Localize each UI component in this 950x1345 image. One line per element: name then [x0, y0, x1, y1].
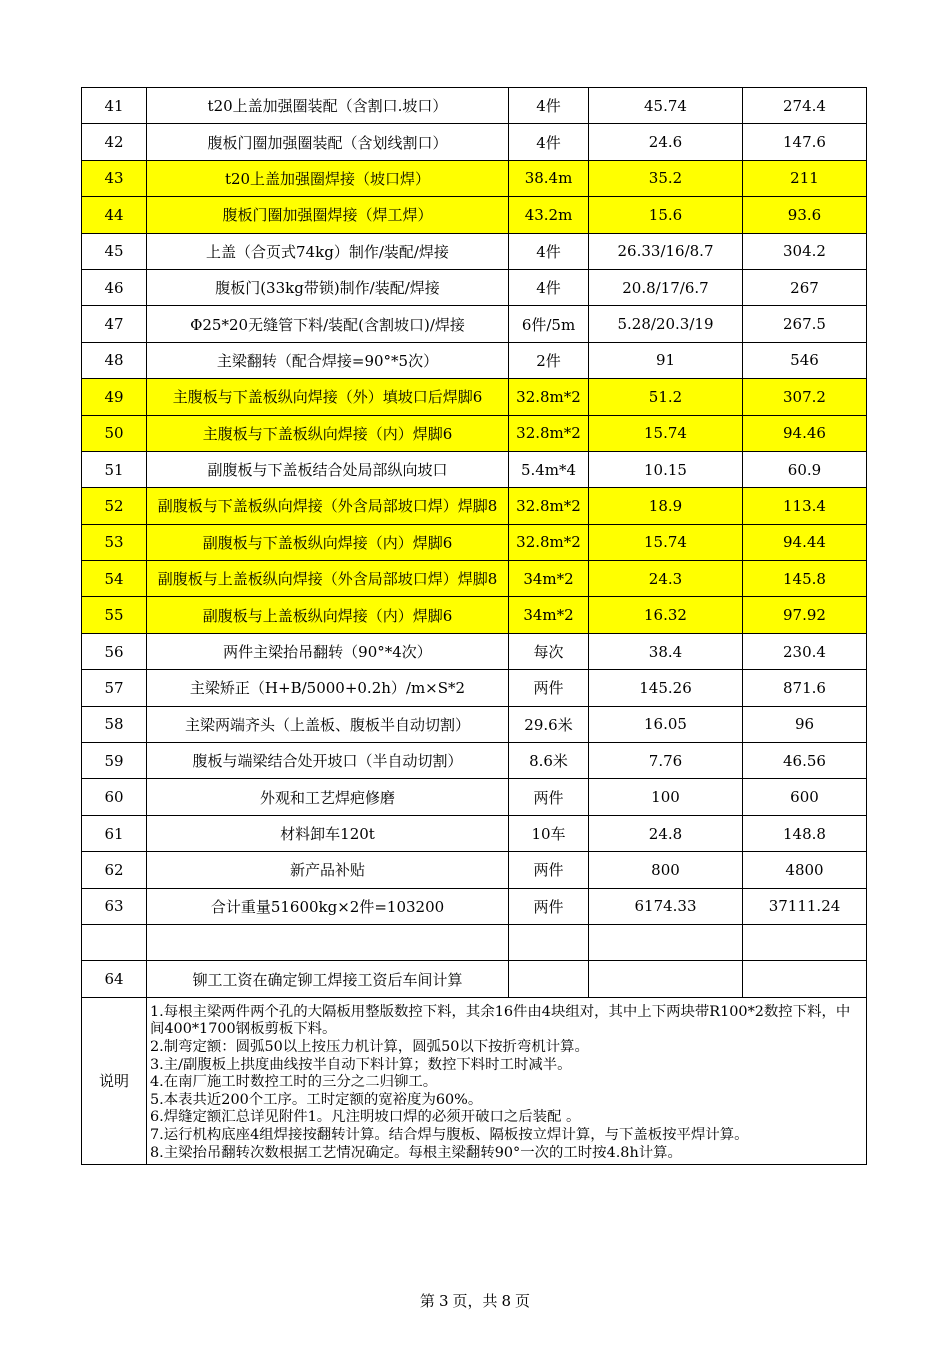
unit-hours-cell: 38.4: [589, 633, 743, 669]
total-hours-cell: 94.44: [743, 524, 867, 560]
table-row: [82, 488, 867, 524]
note-line: 7.运行机构底座4组焊接按翻转计算。结合焊与腹板、隔板按立焊计算，与下盖板按平焊计算。: [150, 1126, 749, 1143]
table-row: [82, 633, 867, 669]
quantity-cell: 32.8m*2: [509, 415, 589, 451]
table-row: [82, 306, 867, 342]
notes-label: 说明: [82, 997, 147, 1164]
row-number-cell: 48: [82, 342, 147, 378]
unit-hours-cell: 18.9: [589, 488, 743, 524]
row-number-cell: 53: [82, 524, 147, 560]
quantity-cell: [509, 961, 589, 997]
table-row: [82, 961, 867, 997]
quantity-cell: 34m*2: [509, 561, 589, 597]
total-hours-cell: [743, 961, 867, 997]
table-row: [82, 124, 867, 160]
unit-hours-cell: 7.76: [589, 743, 743, 779]
process-item-cell: 新产品补贴: [147, 852, 509, 888]
unit-hours-cell: 35.2: [589, 160, 743, 196]
quantity-cell: 34m*2: [509, 597, 589, 633]
table-row: [82, 379, 867, 415]
note-line: 6.焊缝定额汇总详见附件1。凡注明坡口焊的必须开破口之后装配 。: [150, 1109, 581, 1126]
table-row: [82, 924, 867, 960]
process-item-cell: 副腹板与下盖板结合处局部纵向坡口: [147, 451, 509, 487]
process-item-cell: 铆工工资在确定铆工焊接工资后车间计算: [147, 961, 509, 997]
table-row: [82, 779, 867, 815]
row-number-cell: 54: [82, 561, 147, 597]
total-hours-cell: 230.4: [743, 633, 867, 669]
quantity-cell: 10车: [509, 815, 589, 851]
total-hours-cell: 4800: [743, 852, 867, 888]
row-number-cell: 60: [82, 779, 147, 815]
quantity-cell: 两件: [509, 888, 589, 924]
total-hours-cell: [743, 924, 867, 960]
footer-total-pages: 8: [501, 1292, 512, 1310]
table-row: [82, 561, 867, 597]
process-item-cell: 主梁矫正（H+B/5000+0.2h）/m×S*2: [147, 670, 509, 706]
unit-hours-cell: 24.3: [589, 561, 743, 597]
total-hours-cell: 304.2: [743, 233, 867, 269]
unit-hours-cell: 15.74: [589, 524, 743, 560]
total-hours-cell: 871.6: [743, 670, 867, 706]
row-number-cell: 59: [82, 743, 147, 779]
total-hours-cell: 93.6: [743, 197, 867, 233]
process-item-cell: 上盖（合页式74kg）制作/装配/焊接: [147, 233, 509, 269]
notes-row: [82, 997, 867, 1164]
unit-hours-cell: 16.32: [589, 597, 743, 633]
table-row: [82, 197, 867, 233]
footer-page-number: 3: [438, 1292, 449, 1310]
total-hours-cell: 147.6: [743, 124, 867, 160]
row-number-cell: 49: [82, 379, 147, 415]
row-number-cell: 61: [82, 815, 147, 851]
table-row: [82, 415, 867, 451]
total-hours-cell: 97.92: [743, 597, 867, 633]
total-hours-cell: 211: [743, 160, 867, 196]
total-hours-cell: 94.46: [743, 415, 867, 451]
unit-hours-cell: 45.74: [589, 88, 743, 124]
footer-prefix: 第: [419, 1292, 435, 1310]
quantity-cell: 两件: [509, 670, 589, 706]
row-number-cell: 58: [82, 706, 147, 742]
unit-hours-cell: 10.15: [589, 451, 743, 487]
unit-hours-cell: 24.8: [589, 815, 743, 851]
process-item-cell: [147, 924, 509, 960]
process-item-cell: t20上盖加强圈焊接（坡口焊）: [147, 160, 509, 196]
table-row: [82, 743, 867, 779]
row-number-cell: 44: [82, 197, 147, 233]
total-hours-cell: 60.9: [743, 451, 867, 487]
quantity-cell: 43.2m: [509, 197, 589, 233]
unit-hours-cell: 16.05: [589, 706, 743, 742]
process-item-cell: 主梁两端齐头（上盖板、腹板半自动切割）: [147, 706, 509, 742]
row-number-cell: 50: [82, 415, 147, 451]
process-item-cell: 副腹板与下盖板纵向焊接（内）焊脚6: [147, 524, 509, 560]
row-number-cell: [82, 924, 147, 960]
quantity-cell: 32.8m*2: [509, 488, 589, 524]
unit-hours-cell: [589, 924, 743, 960]
quantity-cell: 8.6米: [509, 743, 589, 779]
row-number-cell: 64: [82, 961, 147, 997]
row-number-cell: 55: [82, 597, 147, 633]
note-line: 5.本表共近200个工序。工时定额的宽裕度为60%。: [150, 1091, 483, 1108]
row-number-cell: 47: [82, 306, 147, 342]
table-row: [82, 342, 867, 378]
quantity-cell: 5.4m*4: [509, 451, 589, 487]
note-line: 4.在南厂施工时数控工时的三分之二归铆工。: [150, 1074, 438, 1091]
quantity-cell: 6件/5m: [509, 306, 589, 342]
table-row: [82, 706, 867, 742]
unit-hours-cell: 20.8/17/6.7: [589, 269, 743, 305]
process-item-cell: 两件主梁抬吊翻转（90°*4次）: [147, 633, 509, 669]
quantity-cell: 4件: [509, 269, 589, 305]
quantity-cell: 两件: [509, 852, 589, 888]
unit-hours-cell: 91: [589, 342, 743, 378]
note-line: 2.制弯定额：圆弧50以上按压力机计算，圆弧50以下按折弯机计算。: [150, 1038, 589, 1055]
row-number-cell: 46: [82, 269, 147, 305]
row-number-cell: 57: [82, 670, 147, 706]
work-hours-sheet: [81, 87, 866, 1165]
table-row: [82, 160, 867, 196]
table-body: [82, 88, 867, 998]
table-row: [82, 852, 867, 888]
unit-hours-cell: 15.74: [589, 415, 743, 451]
unit-hours-cell: 24.6: [589, 124, 743, 160]
process-item-cell: 腹板门圈加强圈装配（含划线割口）: [147, 124, 509, 160]
total-hours-cell: 267.5: [743, 306, 867, 342]
unit-hours-cell: 145.26: [589, 670, 743, 706]
process-item-cell: 副腹板与下盖板纵向焊接（外含局部坡口焊）焊脚8: [147, 488, 509, 524]
total-hours-cell: 546: [743, 342, 867, 378]
process-item-cell: 副腹板与上盖板纵向焊接（外含局部坡口焊）焊脚8: [147, 561, 509, 597]
total-hours-cell: 307.2: [743, 379, 867, 415]
quantity-cell: 4件: [509, 124, 589, 160]
quantity-cell: [509, 924, 589, 960]
table-row: [82, 233, 867, 269]
total-hours-cell: 600: [743, 779, 867, 815]
notes-content: [147, 997, 867, 1164]
process-item-cell: 腹板门圈加强圈焊接（焊工焊）: [147, 197, 509, 233]
note-line: 8.主梁抬吊翻转次数根据工艺情况确定。每根主梁翻转90°一次的工时按4.8h计算。: [150, 1144, 682, 1161]
unit-hours-cell: 6174.33: [589, 888, 743, 924]
quantity-cell: 32.8m*2: [509, 379, 589, 415]
table-row: [82, 815, 867, 851]
process-item-cell: 合计重量51600kg×2件=103200: [147, 888, 509, 924]
unit-hours-cell: 15.6: [589, 197, 743, 233]
table-row: [82, 451, 867, 487]
process-item-cell: 主腹板与下盖板纵向焊接（外）填坡口后焊脚6: [147, 379, 509, 415]
row-number-cell: 56: [82, 633, 147, 669]
footer-mid: 页，共: [452, 1292, 498, 1310]
note-line: 1.每根主梁两件两个孔的大隔板用整版数控下料，其余16件由4块组对，其中上下两块带R100*2数控下料，中间400*1700钢板剪板下料。: [150, 1003, 851, 1038]
row-number-cell: 42: [82, 124, 147, 160]
quantity-cell: 32.8m*2: [509, 524, 589, 560]
row-number-cell: 41: [82, 88, 147, 124]
quantity-cell: 4件: [509, 233, 589, 269]
total-hours-cell: 145.8: [743, 561, 867, 597]
total-hours-cell: 46.56: [743, 743, 867, 779]
unit-hours-cell: [589, 961, 743, 997]
quantity-cell: 38.4m: [509, 160, 589, 196]
row-number-cell: 52: [82, 488, 147, 524]
table-row: [82, 88, 867, 124]
process-item-cell: 腹板与端梁结合处开坡口（半自动切割）: [147, 743, 509, 779]
unit-hours-cell: 100: [589, 779, 743, 815]
total-hours-cell: 96: [743, 706, 867, 742]
unit-hours-cell: 26.33/16/8.7: [589, 233, 743, 269]
row-number-cell: 51: [82, 451, 147, 487]
process-item-cell: 主梁翻转（配合焊接=90°*5次）: [147, 342, 509, 378]
total-hours-cell: 274.4: [743, 88, 867, 124]
quantity-cell: 4件: [509, 88, 589, 124]
total-hours-cell: 267: [743, 269, 867, 305]
row-number-cell: 45: [82, 233, 147, 269]
process-item-cell: 主腹板与下盖板纵向焊接（内）焊脚6: [147, 415, 509, 451]
unit-hours-cell: 5.28/20.3/19: [589, 306, 743, 342]
total-hours-cell: 113.4: [743, 488, 867, 524]
total-hours-cell: 148.8: [743, 815, 867, 851]
total-hours-cell: 37111.24: [743, 888, 867, 924]
quantity-cell: 每次: [509, 633, 589, 669]
process-item-cell: 材料卸车120t: [147, 815, 509, 851]
row-number-cell: 63: [82, 888, 147, 924]
quantity-cell: 两件: [509, 779, 589, 815]
footer-suffix: 页: [515, 1292, 531, 1310]
process-item-cell: t20上盖加强圈装配（含割口.坡口）: [147, 88, 509, 124]
table-row: [82, 269, 867, 305]
process-item-cell: 副腹板与上盖板纵向焊接（内）焊脚6: [147, 597, 509, 633]
table-row: [82, 670, 867, 706]
quantity-cell: 29.6米: [509, 706, 589, 742]
row-number-cell: 43: [82, 160, 147, 196]
table-row: [82, 888, 867, 924]
process-item-cell: Φ25*20无缝管下料/装配(含割坡口)/焊接: [147, 306, 509, 342]
work-hours-table: [81, 87, 867, 1165]
table-row: [82, 597, 867, 633]
note-line: 3.主/副腹板上拱度曲线按半自动下料计算；数控下料时工时减半。: [150, 1056, 572, 1073]
unit-hours-cell: 800: [589, 852, 743, 888]
unit-hours-cell: 51.2: [589, 379, 743, 415]
page-footer: [0, 1290, 950, 1311]
table-row: [82, 524, 867, 560]
process-item-cell: 腹板门(33kg带锁)制作/装配/焊接: [147, 269, 509, 305]
quantity-cell: 2件: [509, 342, 589, 378]
row-number-cell: 62: [82, 852, 147, 888]
process-item-cell: 外观和工艺焊疤修磨: [147, 779, 509, 815]
